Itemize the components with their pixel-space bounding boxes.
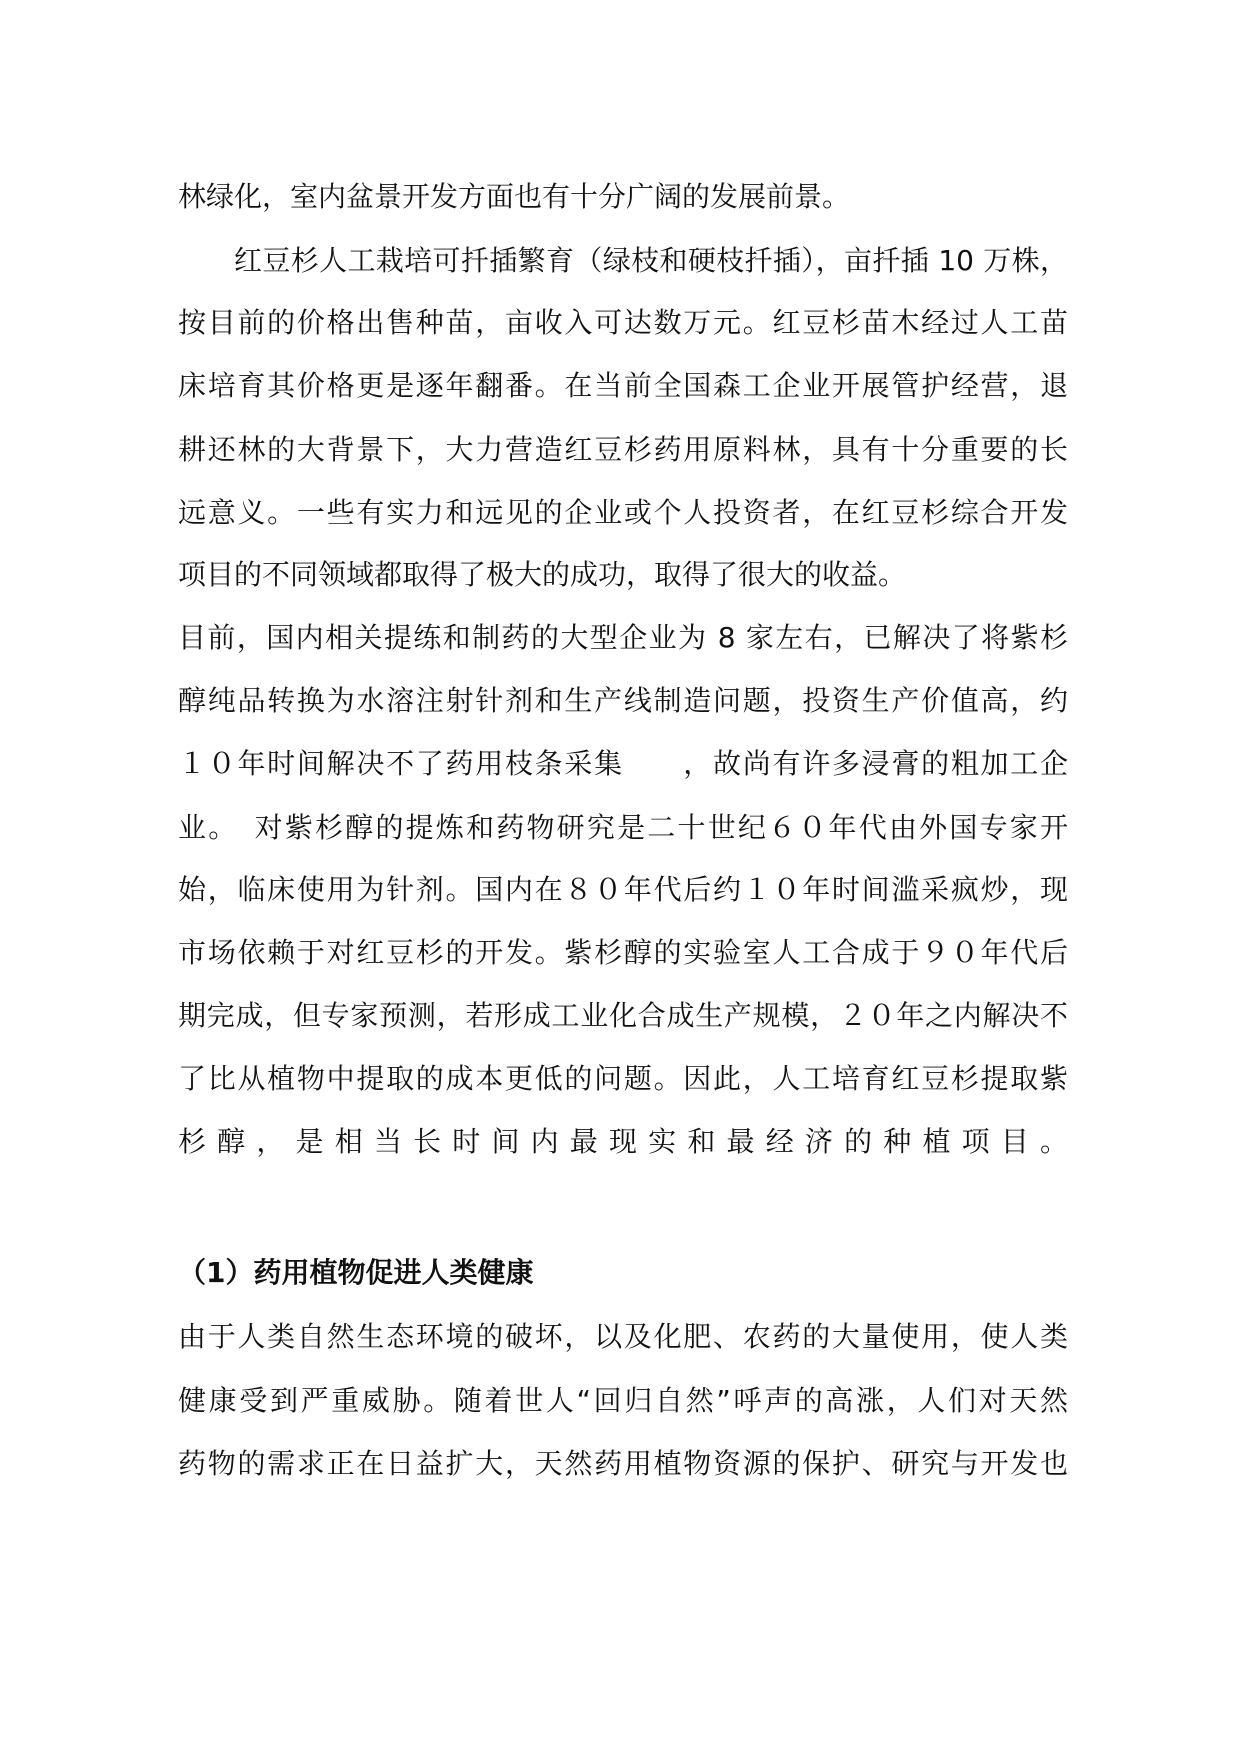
- paragraph-line: １０年时间解决不了药用枝条采集 ，故尚有许多浸膏的粗加工企: [178, 747, 1068, 780]
- paragraph-line: 林绿化，室内盆景开发方面也有十分广阔的发展前景。: [178, 180, 851, 213]
- paragraph-line: 目前，国内相关提练和制药的大型企业为 8 家左右，已解决了将紫杉: [178, 621, 1068, 654]
- paragraph-line: 杉醇，是相当长时间内最现实和最经济的种植项目。: [178, 1125, 1068, 1158]
- paragraph-line: 远意义。一些有实力和远见的企业或个人投资者，在红豆杉综合开发: [178, 496, 1068, 529]
- paragraph-line: 红豆杉人工栽培可扦插繁育（绿枝和硬枝扦插），亩扦插 10 万株，: [234, 244, 1068, 277]
- paragraph-line: 项目的不同领域都取得了极大的成功，取得了很大的收益。: [178, 558, 907, 591]
- paragraph-line: 按目前的价格出售种苗，亩收入可达数万元。红豆杉苗木经过人工苗: [178, 306, 1068, 339]
- paragraph-line: 耕还林的大背景下，大力营造红豆杉药用原料林，具有十分重要的长: [178, 433, 1068, 466]
- paragraph-line: 床培育其价格更是逐年翻番。在当前全国森工企业开展管护经营，退: [178, 369, 1068, 402]
- paragraph-line: 健康受到严重威胁。随着世人“回归自然”呼声的高涨，人们对天然: [178, 1384, 1068, 1417]
- paragraph-line: 了比从植物中提取的成本更低的问题。因此，人工培育红豆杉提取紫: [178, 1062, 1068, 1095]
- paragraph-line: 由于人类自然生态环境的破坏，以及化肥、农药的大量使用，使人类: [178, 1320, 1068, 1353]
- paragraph-line: 市场依赖于对红豆杉的开发。紫杉醇的实验室人工合成于９０年代后: [178, 936, 1068, 969]
- section-heading: （1）药用植物促进人类健康: [178, 1256, 534, 1289]
- paragraph-line: 醇纯品转换为水溶注射针剂和生产线制造问题，投资生产价值高，约: [178, 684, 1068, 717]
- paragraph-line: 期完成，但专家预测，若形成工业化合成生产规模，２０年之内解决不: [178, 999, 1068, 1032]
- paragraph-line: 业。 对紫杉醇的提炼和药物研究是二十世纪６０年代由外国专家开: [178, 811, 1068, 844]
- paragraph-line: 始，临床使用为针剂。国内在８０年代后约１０年时间滥采疯炒，现: [178, 873, 1068, 906]
- paragraph-line: 药物的需求正在日益扩大，天然药用植物资源的保护、研究与开发也: [178, 1447, 1068, 1480]
